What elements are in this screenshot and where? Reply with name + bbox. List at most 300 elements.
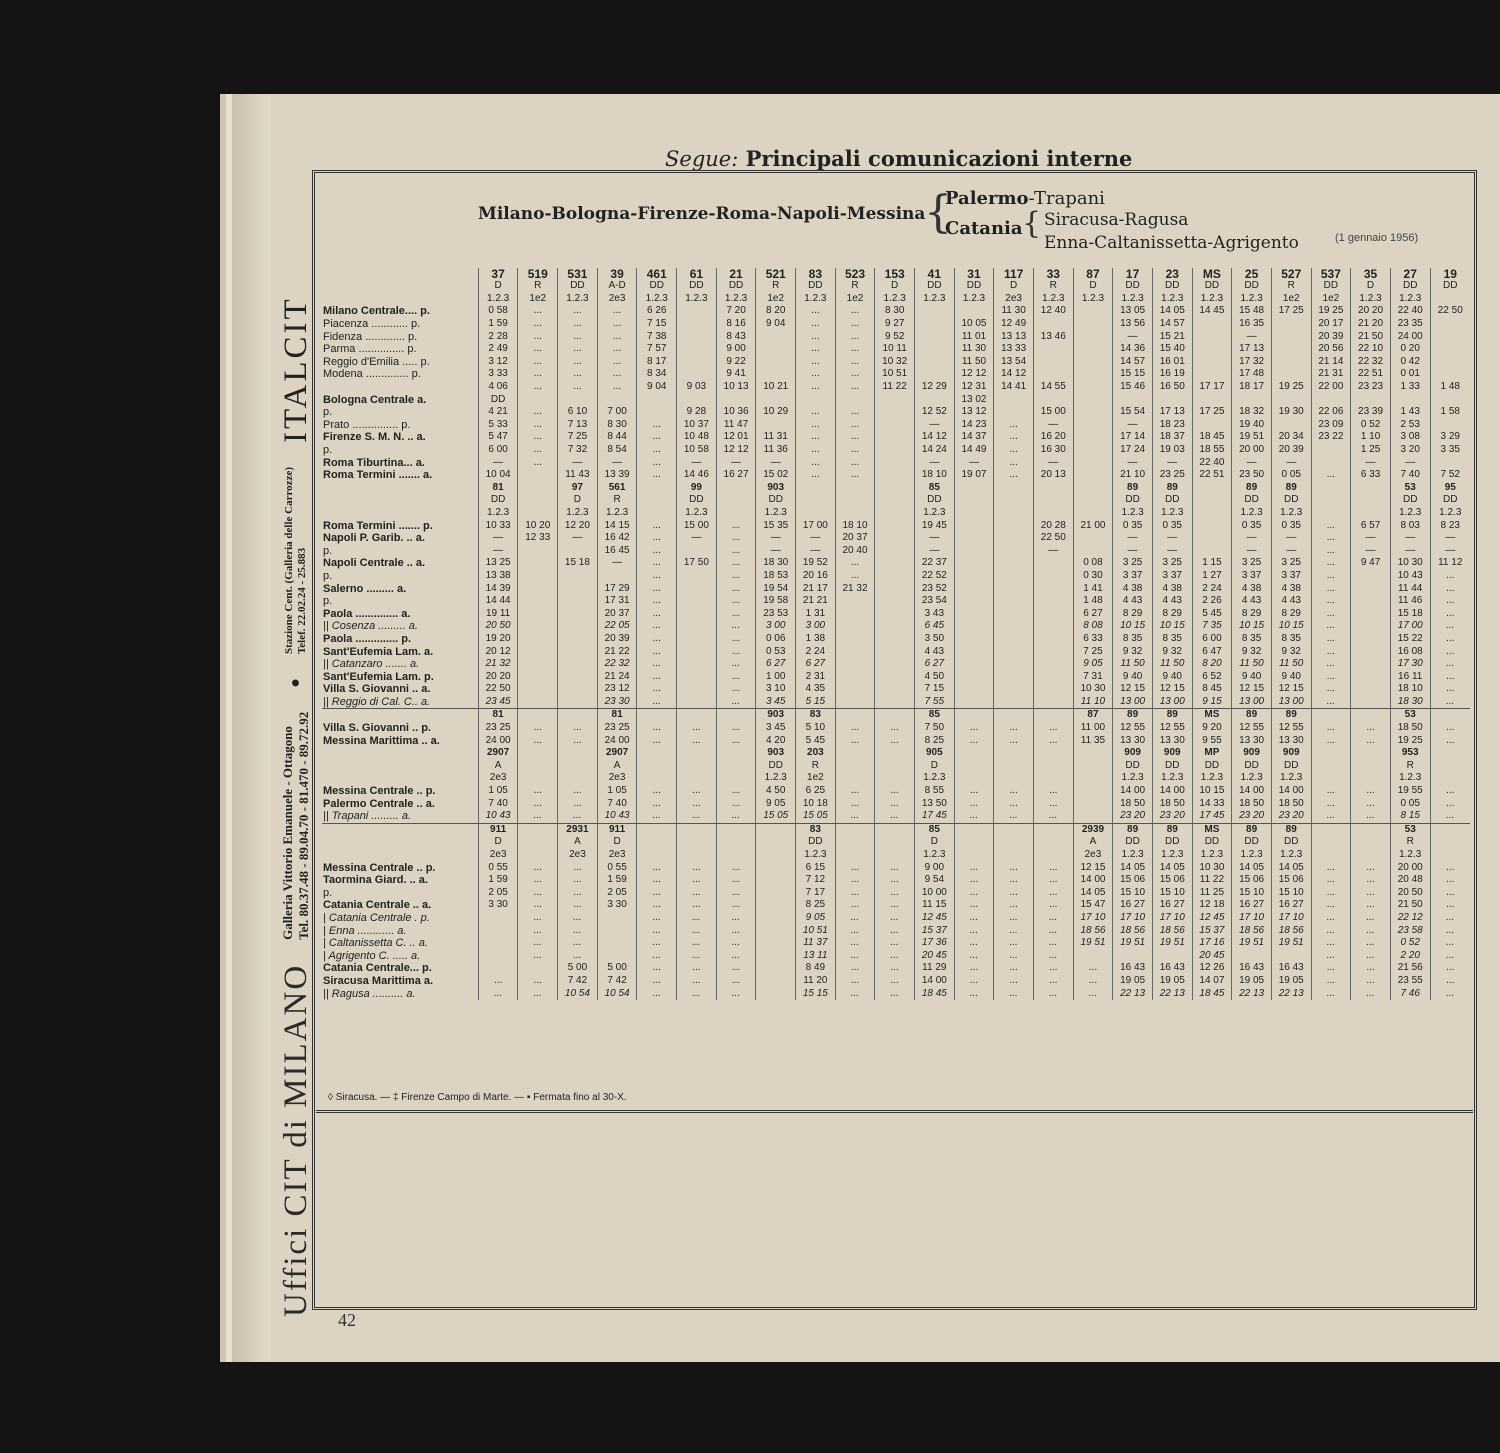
time-cell: —: [1033, 419, 1073, 432]
time-cell: 10 04: [478, 469, 518, 482]
time-cell: 22 05: [597, 620, 637, 633]
time-cell: 12 55: [1113, 722, 1153, 735]
time-cell: [1033, 823, 1073, 836]
time-cell: 11 25: [1192, 887, 1232, 900]
time-cell: 4 43: [915, 645, 955, 658]
time-cell: [1113, 949, 1153, 962]
time-cell: 8 29: [1271, 607, 1311, 620]
time-cell: [518, 544, 558, 557]
time-cell: 3 50: [915, 633, 955, 646]
time-cell: 12 20: [558, 519, 598, 532]
time-cell: [677, 772, 717, 785]
time-cell: 16 35: [1232, 318, 1272, 331]
time-cell: 17 13: [1152, 406, 1192, 419]
time-cell: 1.2.3: [637, 293, 677, 306]
time-cell: 14 00: [1232, 785, 1272, 798]
time-cell: 21 50: [1351, 330, 1391, 343]
time-cell: ...: [994, 874, 1034, 887]
time-cell: 9 40: [1113, 670, 1153, 683]
time-cell: [954, 532, 994, 545]
time-cell: ...: [1311, 683, 1351, 696]
time-cell: DD: [1232, 760, 1272, 773]
time-cell: 23 25: [478, 722, 518, 735]
station-name: Paola .............. p.: [323, 632, 412, 645]
time-cell: [1430, 318, 1470, 331]
time-cell: [1390, 393, 1430, 406]
time-cell: [994, 836, 1034, 849]
time-cell: [1192, 368, 1232, 381]
time-cell: 12 12: [954, 368, 994, 381]
timetable-row: [322, 419, 1470, 432]
time-cell: ...: [637, 469, 677, 482]
time-cell: 19 52: [796, 557, 836, 570]
time-cell: 11 35: [1073, 734, 1113, 747]
timetable-row: [322, 557, 1470, 570]
time-cell: [835, 683, 875, 696]
time-cell: 18 56: [1073, 924, 1113, 937]
time-cell: [518, 709, 558, 722]
time-cell: [1430, 343, 1470, 356]
time-cell: ...: [1430, 924, 1470, 937]
time-cell: 41: [915, 268, 955, 280]
time-cell: 17 10: [1113, 912, 1153, 925]
time-cell: 0 05: [1390, 797, 1430, 810]
time-cell: [954, 582, 994, 595]
time-cell: 81: [478, 482, 518, 495]
time-cell: ...: [835, 874, 875, 887]
time-cell: 1.2.3: [1152, 849, 1192, 862]
time-cell: ...: [1430, 861, 1470, 874]
time-cell: 23 58: [1390, 924, 1430, 937]
time-cell: 14 05: [1073, 887, 1113, 900]
time-cell: ...: [954, 937, 994, 950]
time-cell: DD: [1192, 760, 1232, 773]
timetable-row: [322, 962, 1470, 975]
time-cell: 17 30: [1390, 658, 1430, 671]
time-cell: [518, 772, 558, 785]
time-cell: 5 10: [796, 722, 836, 735]
time-cell: 18 23: [1152, 419, 1192, 432]
time-cell: 19 25: [1390, 734, 1430, 747]
time-cell: 8 17: [637, 356, 677, 369]
time-cell: 3 00: [796, 620, 836, 633]
time-cell: ...: [637, 620, 677, 633]
time-cell: 10 30: [1073, 683, 1113, 696]
time-cell: 2 28: [478, 330, 518, 343]
time-cell: ...: [518, 330, 558, 343]
time-cell: 4 38: [1113, 582, 1153, 595]
time-cell: ...: [716, 570, 756, 583]
time-cell: [835, 747, 875, 760]
time-cell: ...: [518, 937, 558, 950]
time-cell: ...: [558, 887, 598, 900]
time-cell: 89: [1232, 482, 1272, 495]
time-cell: [518, 683, 558, 696]
time-cell: [597, 949, 637, 962]
time-cell: DD: [1152, 494, 1192, 507]
time-cell: [994, 683, 1034, 696]
time-cell: [716, 507, 756, 520]
time-cell: [1430, 368, 1470, 381]
time-cell: 1 25: [1351, 444, 1391, 457]
time-cell: [875, 683, 915, 696]
time-cell: ...: [518, 887, 558, 900]
time-cell: 2 20: [1390, 949, 1430, 962]
time-cell: 14 07: [1192, 975, 1232, 988]
time-cell: 14 37: [954, 431, 994, 444]
station-name: || Cosenza ......... a.: [323, 620, 418, 633]
time-cell: 53: [1390, 482, 1430, 495]
time-cell: ...: [637, 544, 677, 557]
time-cell: [558, 570, 598, 583]
time-cell: 23 25: [1152, 469, 1192, 482]
time-cell: 18 45: [1192, 987, 1232, 1000]
time-cell: ...: [518, 912, 558, 925]
station-name: Villa S. Giovanni .. a.: [323, 683, 431, 696]
time-cell: [1351, 494, 1391, 507]
time-cell: 1.2.3: [1390, 293, 1430, 306]
time-cell: [637, 849, 677, 862]
time-cell: 10 36: [716, 406, 756, 419]
station-name: | Enna ............ a.: [323, 924, 407, 937]
time-cell: DD: [756, 760, 796, 773]
time-cell: [558, 582, 598, 595]
station-name: Messina Marittima .. a.: [323, 734, 440, 747]
time-cell: [677, 633, 717, 646]
time-cell: ...: [1311, 861, 1351, 874]
time-cell: 8 55: [915, 785, 955, 798]
time-cell: [875, 482, 915, 495]
time-cell: [677, 570, 717, 583]
time-cell: —: [1271, 532, 1311, 545]
time-cell: 17 10: [1232, 912, 1272, 925]
time-cell: 2 05: [597, 887, 637, 900]
time-cell: 19: [1430, 268, 1470, 280]
time-cell: R: [756, 280, 796, 293]
time-cell: ...: [677, 937, 717, 950]
time-cell: ...: [1033, 810, 1073, 823]
time-cell: 3 37: [1113, 570, 1153, 583]
time-cell: ...: [1033, 949, 1073, 962]
time-cell: 6 27: [915, 658, 955, 671]
time-cell: ...: [835, 330, 875, 343]
station-name: | Caltanissetta C. .. a.: [323, 937, 428, 950]
time-cell: ...: [1311, 722, 1351, 735]
time-cell: ...: [1311, 975, 1351, 988]
time-cell: 15 18: [558, 557, 598, 570]
time-cell: ...: [518, 456, 558, 469]
time-cell: [756, 861, 796, 874]
station-name: [322, 760, 478, 773]
time-cell: 13 30: [1152, 734, 1192, 747]
timetable-row: [322, 924, 1470, 937]
time-cell: 18 10: [835, 519, 875, 532]
time-cell: [677, 645, 717, 658]
time-cell: ...: [1311, 696, 1351, 709]
time-cell: ...: [796, 305, 836, 318]
time-cell: ...: [716, 658, 756, 671]
time-cell: R: [835, 280, 875, 293]
time-cell: MS: [1192, 268, 1232, 280]
time-cell: ...: [875, 734, 915, 747]
time-cell: 6 33: [1351, 469, 1391, 482]
time-cell: 1.2.3: [1390, 849, 1430, 862]
time-cell: ...: [875, 887, 915, 900]
time-cell: ...: [1311, 633, 1351, 646]
time-cell: ...: [994, 419, 1034, 432]
time-cell: [1430, 823, 1470, 836]
time-cell: ...: [1311, 937, 1351, 950]
timetable: [322, 268, 1470, 1000]
time-cell: 10 20: [518, 519, 558, 532]
time-cell: 22 00: [1311, 381, 1351, 394]
time-cell: 13 30: [1232, 734, 1272, 747]
time-cell: 14 15: [597, 519, 637, 532]
time-cell: [994, 633, 1034, 646]
time-cell: 23 54: [915, 595, 955, 608]
time-cell: 21 31: [1311, 368, 1351, 381]
time-cell: 7 42: [597, 975, 637, 988]
time-cell: [994, 406, 1034, 419]
time-cell: [875, 772, 915, 785]
time-cell: 8 25: [915, 734, 955, 747]
time-cell: —: [1033, 456, 1073, 469]
time-cell: [875, 607, 915, 620]
time-cell: 87: [1073, 268, 1113, 280]
time-cell: 24 00: [1390, 330, 1430, 343]
time-cell: 14 33: [1192, 797, 1232, 810]
time-cell: 89: [1113, 823, 1153, 836]
time-cell: 1 59: [478, 874, 518, 887]
time-cell: 12 52: [915, 406, 955, 419]
time-cell: ...: [637, 683, 677, 696]
time-cell: ...: [716, 696, 756, 709]
time-cell: 11 50: [1271, 658, 1311, 671]
time-cell: 3 25: [1152, 557, 1192, 570]
time-cell: 19 05: [1232, 975, 1272, 988]
time-cell: 12 55: [1271, 722, 1311, 735]
time-cell: 1.2.3: [915, 772, 955, 785]
timetable-row: [322, 595, 1470, 608]
route-enna: Enna-Caltanissetta-Agrigento: [1044, 233, 1299, 253]
time-cell: 3 43: [915, 607, 955, 620]
time-cell: 15 05: [756, 810, 796, 823]
time-cell: [637, 709, 677, 722]
time-cell: 1.2.3: [1232, 849, 1272, 862]
time-cell: [1271, 419, 1311, 432]
time-cell: ...: [597, 356, 637, 369]
time-cell: ...: [796, 318, 836, 331]
time-cell: [1192, 494, 1232, 507]
time-cell: [1073, 494, 1113, 507]
time-cell: ...: [677, 924, 717, 937]
time-cell: ...: [835, 887, 875, 900]
time-cell: 18 10: [1390, 683, 1430, 696]
time-cell: 19 07: [954, 469, 994, 482]
time-cell: 9 05: [1073, 658, 1113, 671]
time-cell: ...: [637, 949, 677, 962]
time-cell: 5 33: [478, 419, 518, 432]
time-cell: [1351, 620, 1391, 633]
time-cell: ...: [1311, 924, 1351, 937]
time-cell: ...: [716, 987, 756, 1000]
time-cell: [954, 658, 994, 671]
time-cell: ...: [1430, 962, 1470, 975]
time-cell: D: [478, 836, 518, 849]
time-cell: [1033, 683, 1073, 696]
station-name: Bologna Centrale a.: [323, 393, 427, 406]
time-cell: ...: [1311, 469, 1351, 482]
route-brace: {: [924, 187, 952, 238]
time-cell: ...: [994, 810, 1034, 823]
time-cell: [915, 330, 955, 343]
time-cell: DD: [478, 494, 518, 507]
station-name: || Catanzaro ....... a.: [323, 658, 420, 671]
time-cell: [1033, 368, 1073, 381]
time-cell: 8 35: [1152, 633, 1192, 646]
time-cell: 20 37: [835, 532, 875, 545]
time-cell: ...: [637, 797, 677, 810]
station-name: [322, 849, 478, 862]
time-cell: 37: [478, 268, 518, 280]
time-cell: 15 46: [1113, 381, 1153, 394]
time-cell: 39: [597, 268, 637, 280]
time-cell: [518, 696, 558, 709]
time-cell: [518, 393, 558, 406]
time-cell: [716, 393, 756, 406]
time-cell: ...: [716, 633, 756, 646]
time-cell: 89: [1152, 482, 1192, 495]
time-cell: 15 47: [1073, 899, 1113, 912]
time-cell: 9 54: [915, 874, 955, 887]
time-cell: ...: [1033, 874, 1073, 887]
time-cell: 153: [875, 268, 915, 280]
time-cell: 11 00: [1073, 722, 1113, 735]
time-cell: [1033, 607, 1073, 620]
time-cell: 81: [597, 709, 637, 722]
time-cell: 12 55: [1232, 722, 1272, 735]
time-cell: ...: [1430, 570, 1470, 583]
time-cell: ...: [637, 595, 677, 608]
time-cell: 8 16: [716, 318, 756, 331]
time-cell: 20 39: [1311, 330, 1351, 343]
time-cell: ...: [558, 381, 598, 394]
time-cell: ...: [875, 722, 915, 735]
time-cell: 9 04: [637, 381, 677, 394]
time-cell: [875, 670, 915, 683]
time-cell: [1351, 633, 1391, 646]
time-cell: ...: [716, 975, 756, 988]
time-cell: 18 56: [1232, 924, 1272, 937]
time-cell: 10 33: [478, 519, 518, 532]
time-cell: 85: [915, 709, 955, 722]
time-cell: [1033, 696, 1073, 709]
timetable-row: [322, 570, 1470, 583]
time-cell: —: [1232, 330, 1272, 343]
time-cell: [1232, 393, 1272, 406]
time-cell: [915, 356, 955, 369]
time-cell: [875, 760, 915, 773]
time-cell: [994, 494, 1034, 507]
time-cell: ...: [637, 431, 677, 444]
time-cell: 8 35: [1271, 633, 1311, 646]
time-cell: 2939: [1073, 823, 1113, 836]
time-cell: ...: [835, 431, 875, 444]
time-cell: —: [954, 456, 994, 469]
time-cell: 9 27: [875, 318, 915, 331]
time-cell: ...: [716, 734, 756, 747]
timetable-row: [322, 645, 1470, 658]
time-cell: —: [915, 456, 955, 469]
time-cell: 14 00: [915, 975, 955, 988]
time-cell: [1192, 532, 1232, 545]
time-cell: ...: [954, 962, 994, 975]
time-cell: 19 51: [1152, 937, 1192, 950]
time-cell: 3 25: [1271, 557, 1311, 570]
time-cell: [1073, 356, 1113, 369]
time-cell: 2 05: [478, 887, 518, 900]
time-cell: 5 00: [558, 962, 598, 975]
time-cell: ...: [796, 343, 836, 356]
time-cell: ...: [1311, 607, 1351, 620]
time-cell: ...: [637, 734, 677, 747]
route-siracusa: Siracusa-Ragusa: [1044, 210, 1189, 230]
time-cell: [1073, 544, 1113, 557]
time-cell: 89: [1152, 709, 1192, 722]
time-cell: [954, 595, 994, 608]
time-cell: [756, 899, 796, 912]
time-cell: [1192, 507, 1232, 520]
time-cell: [518, 607, 558, 620]
time-cell: 11 50: [1113, 658, 1153, 671]
time-cell: 22 50: [1430, 305, 1470, 318]
time-cell: 17 10: [1152, 912, 1192, 925]
time-cell: ...: [518, 406, 558, 419]
time-cell: 9 00: [915, 861, 955, 874]
timetable-row: [322, 823, 1470, 836]
time-cell: 4 50: [915, 670, 955, 683]
time-cell: 7 35: [1192, 620, 1232, 633]
time-cell: 1 41: [1073, 582, 1113, 595]
time-cell: [915, 393, 955, 406]
time-cell: ...: [518, 797, 558, 810]
time-cell: ...: [835, 962, 875, 975]
time-cell: [518, 570, 558, 583]
time-cell: 9 32: [1113, 645, 1153, 658]
time-cell: 0 35: [1152, 519, 1192, 532]
station-name: [322, 836, 478, 849]
time-cell: ...: [558, 861, 598, 874]
time-cell: [756, 937, 796, 950]
time-cell: [518, 670, 558, 683]
time-cell: ...: [677, 899, 717, 912]
time-cell: 23 20: [1271, 810, 1311, 823]
station-name: Piacenza ............ p.: [323, 318, 421, 331]
time-cell: 14 12: [994, 368, 1034, 381]
time-cell: ...: [835, 797, 875, 810]
time-cell: 24 00: [478, 734, 518, 747]
station-name: Roma Termini ....... p.: [323, 519, 433, 532]
time-cell: [1192, 419, 1232, 432]
time-cell: 1 58: [1430, 406, 1470, 419]
timetable-row: [322, 696, 1470, 709]
time-cell: [954, 570, 994, 583]
time-cell: DD: [1232, 494, 1272, 507]
time-cell: 1 05: [478, 785, 518, 798]
time-cell: 1.2.3: [1271, 507, 1311, 520]
timetable-row: [322, 836, 1470, 849]
time-cell: 1.2.3: [1113, 772, 1153, 785]
